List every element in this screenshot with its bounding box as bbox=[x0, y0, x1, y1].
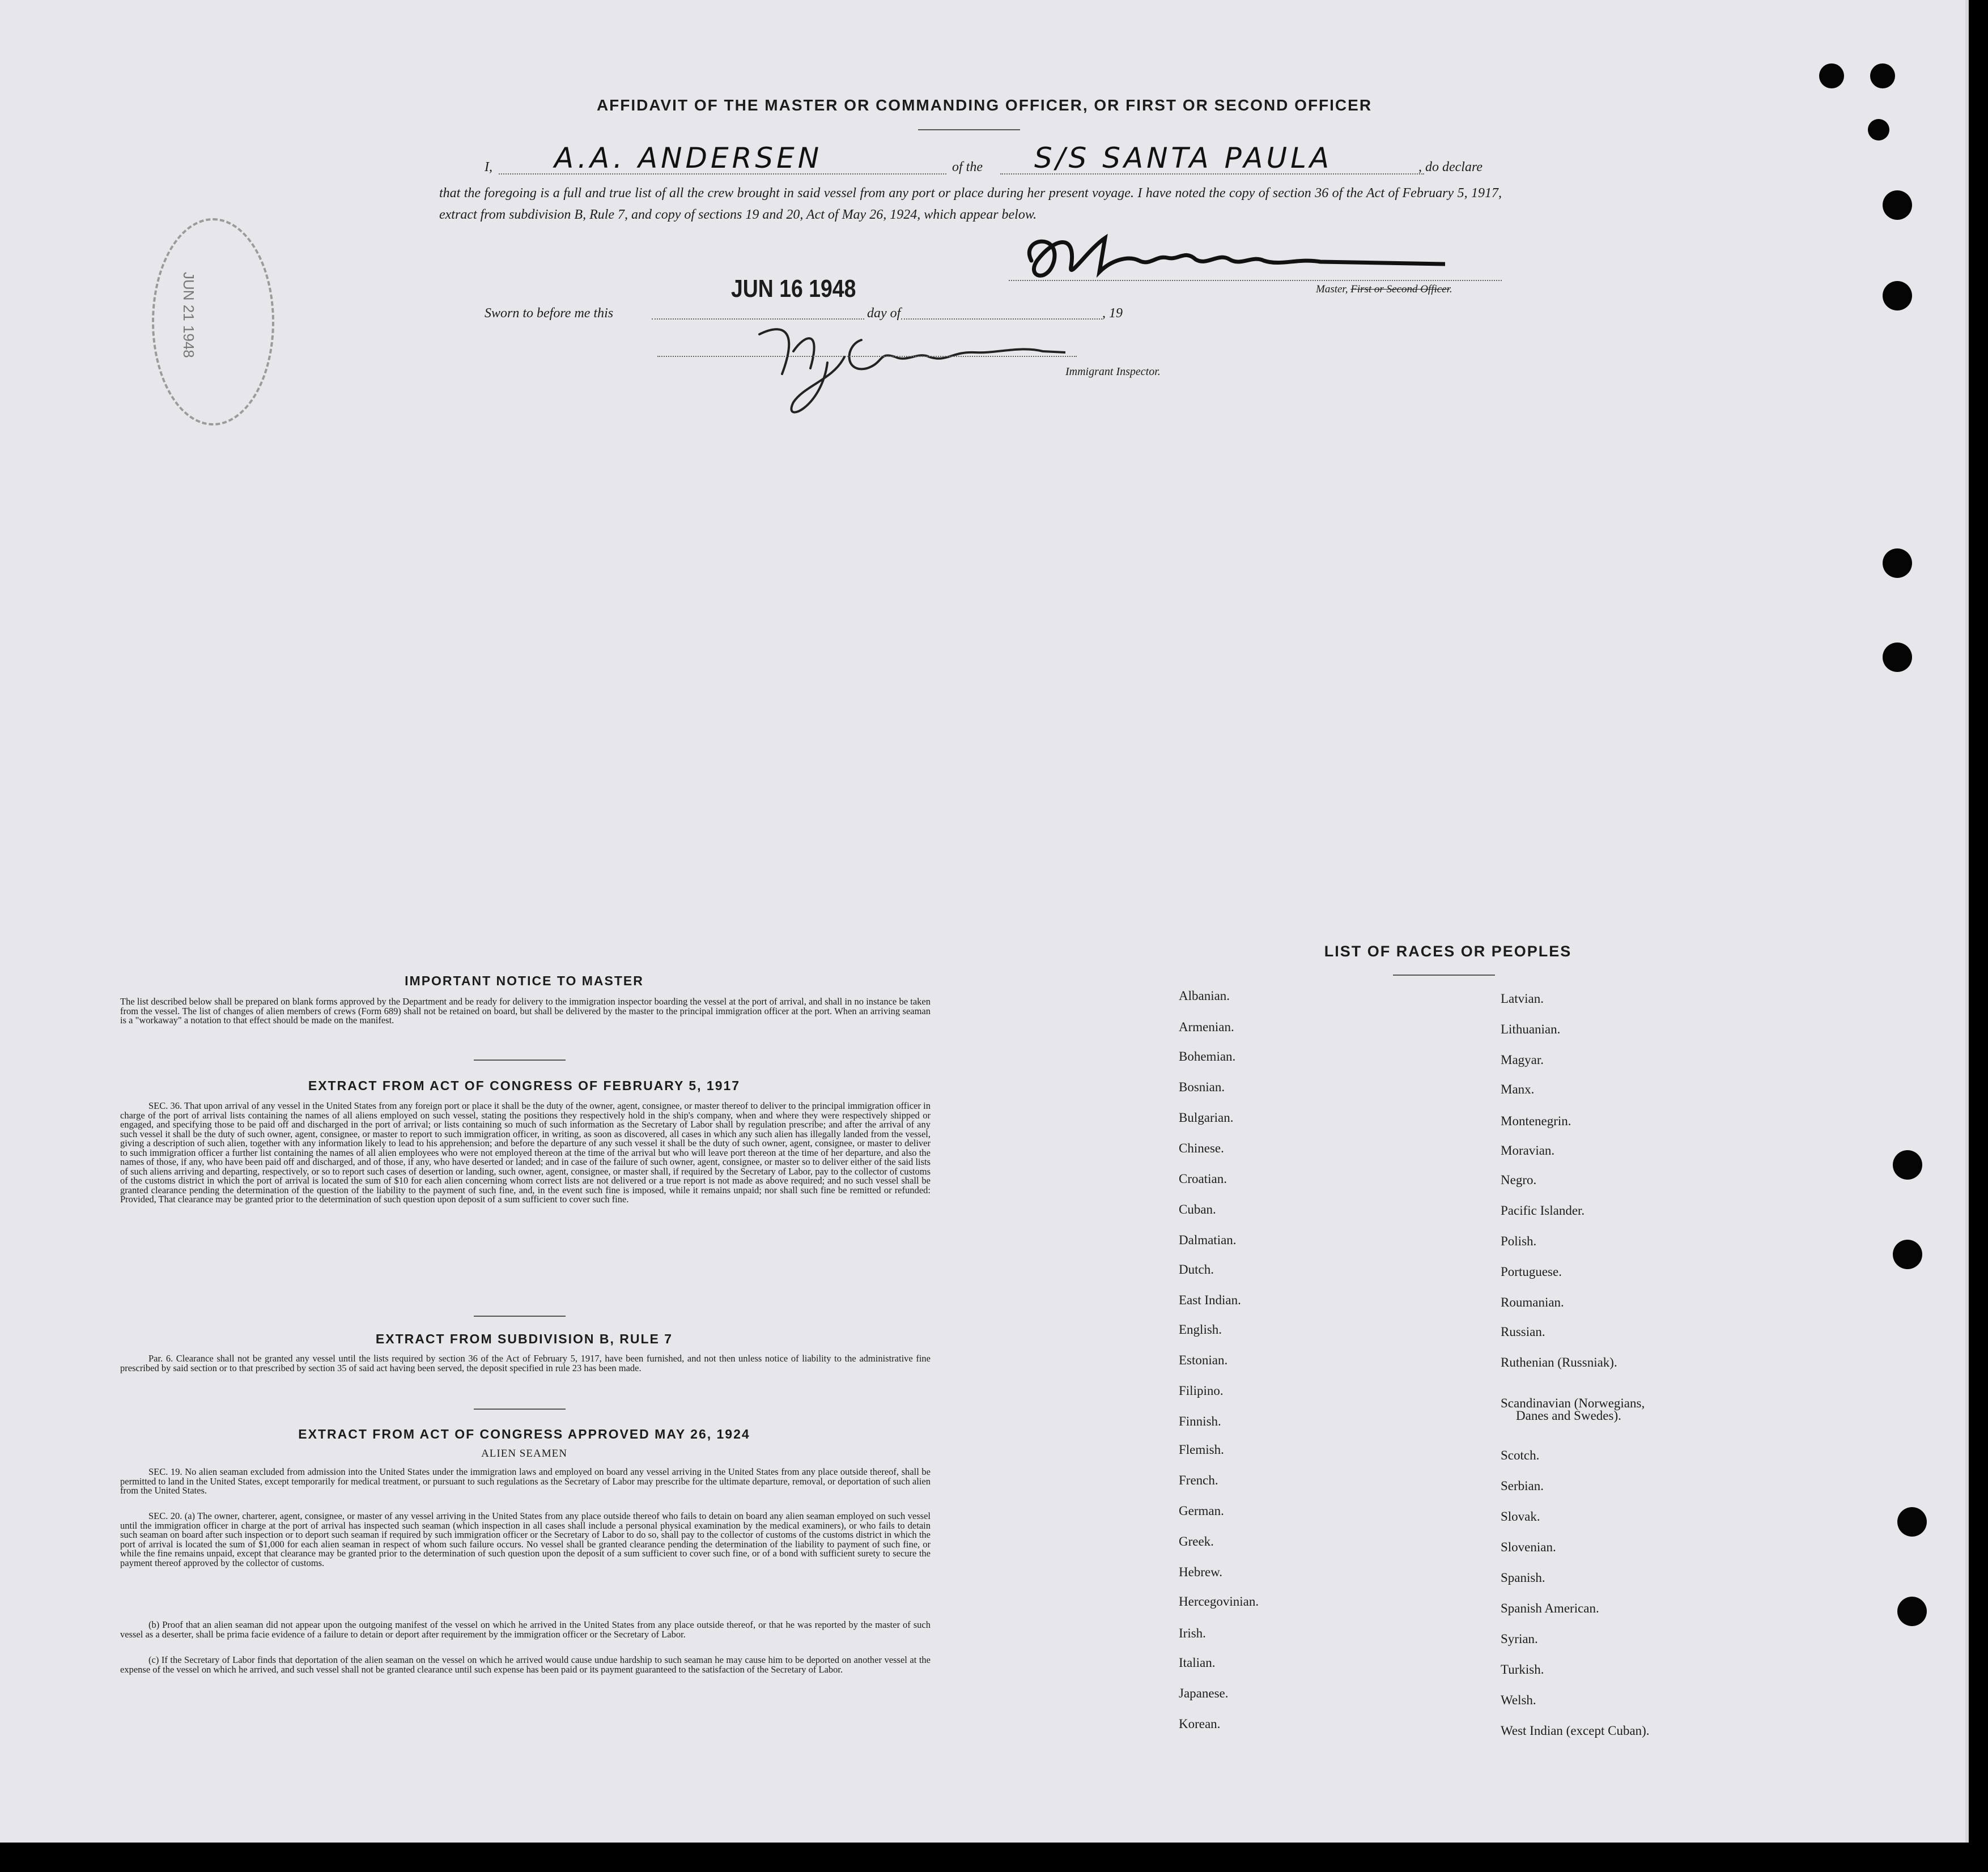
race-item: Bulgarian. bbox=[1179, 1111, 1234, 1125]
race-item: Montenegrin. bbox=[1501, 1114, 1571, 1128]
race-item: Pacific Islander. bbox=[1501, 1203, 1585, 1218]
race-item: Flemish. bbox=[1179, 1443, 1224, 1457]
struck-officer-text: First or Second Officer bbox=[1350, 283, 1450, 295]
inspector-signature bbox=[748, 317, 1065, 425]
sec20b-text: (b) Proof that an alien seaman did not appear upon the outgoing manifest of the vessel on which he arrived in the United States from any place outside thereof, or that he was reported by the master of such vessel as a deserter, shall be prima facie evidence of a failure to detain or deport after requirement by the immigration officer or the Secretary of Labor. bbox=[120, 1619, 931, 1640]
race-item: East Indian. bbox=[1179, 1293, 1241, 1307]
inspector-signature-line bbox=[657, 356, 1077, 357]
race-item: Hebrew. bbox=[1179, 1565, 1223, 1579]
race-item: Scotch. bbox=[1501, 1448, 1540, 1462]
divider bbox=[1393, 975, 1495, 976]
race-item: Dutch. bbox=[1179, 1262, 1214, 1277]
race-item: Chinese. bbox=[1179, 1141, 1224, 1155]
of-the-label: of the bbox=[952, 160, 983, 175]
notice-text: The list described below shall be prepared on blank forms approved by the Department and be ready for delivery to the immigration inspector boarding the vessel at the port of arrival, and shall in no instance be taken from the vessel. The list of changes of alien members of crews (Form 689) shall not be retained on board, but shall be delivered by the master to the principal immigration officer at the port. When an arriving seaman is a "workaway" a notation to that effect should be made on the manifest. bbox=[120, 996, 931, 1026]
races-heading: LIST OF RACES OR PEOPLES bbox=[1324, 943, 1572, 960]
binder-hole bbox=[1893, 1240, 1922, 1269]
sec20c-text: (c) If the Secretary of Labor finds that deportation of the alien seaman on the vessel on which he arrived would cause undue hardship to such seaman he may cause him to be deported on another vessel at the expense of the vessel on which he arrived, and such vessel shall not be granted clearance until such expense has been paid or its payment guaranteed to the satisfaction of the Secretary of Labor. bbox=[120, 1654, 931, 1675]
race-item: Croatian. bbox=[1179, 1172, 1227, 1186]
sworn-label: Sworn to before me this bbox=[485, 306, 614, 321]
date-stamp: JUN 16 1948 bbox=[731, 275, 856, 303]
affidavit-title: AFFIDAVIT OF THE MASTER OR COMMANDING OFFICER, OR FIRST OR SECOND OFFICER bbox=[596, 96, 1373, 114]
race-item: Bosnian. bbox=[1179, 1080, 1225, 1094]
inspector-caption: Immigrant Inspector. bbox=[1065, 365, 1161, 378]
race-item: Turkish. bbox=[1501, 1662, 1544, 1677]
race-item: Estonian. bbox=[1179, 1353, 1228, 1367]
divider bbox=[474, 1060, 566, 1061]
notice-heading: IMPORTANT NOTICE TO MASTER bbox=[405, 973, 644, 988]
race-item: Filipino. bbox=[1179, 1384, 1224, 1398]
binder-hole bbox=[1883, 281, 1912, 310]
race-item: Portuguese. bbox=[1501, 1265, 1562, 1279]
race-item: Irish. bbox=[1179, 1626, 1206, 1640]
race-item: Negro. bbox=[1501, 1173, 1537, 1187]
race-item: Slovenian. bbox=[1501, 1540, 1556, 1554]
race-item: Danes and Swedes). bbox=[1516, 1409, 1621, 1423]
race-item: German. bbox=[1179, 1504, 1224, 1518]
extract-1917-text: SEC. 36. That upon arrival of any vessel in the United States from any foreign port or place it shall be the duty of the owner, agent, consignee, or master thereof to deliver to the principal immigration officer in charge of the port of arrival lists containing the names of all aliens employed on such vessel, stating the positions they respectively hold in the ship's company, when and where they were respectively shipped or engaged, and specifying those to be paid off and discharged in the port of arrival; or lists containing so much of such information as the Secretary of Labor shall by regulation prescribe; and after the arrival of any such vessel it shall be the duty of such owner, agent, consignee, or master to report to such immigration officer, in writing, as soon as discovered, all cases in which any such alien has illegally landed from the vessel, giving a description of such alien, together with any information likely to lead to his apprehension; and before the departure of any such vessel it shall be the duty of such owner, agent, consignee, or master to deliver to such immigration officer a further list containing the names of all alien employees who were not employed thereon at the time of the arrival but who will leave port thereon at the time of her departure, and also the names of those, if any, who have been paid off and discharged, and of those, if any, who have deserted or landed; and in case of the failure of such owner, agent, consignee, or master so to deliver either of the said lists of such aliens arriving and departing, respectively, or so to report such cases of desertion or landing, such owner, agent, consignee, or master shall, if required by the Secretary of Labor, pay to the collector of customs of the customs district in which the port of arrival is located the sum of $10 for each alien concerning whom correct lists are not delivered or a true report is not made as above required; and no such vessel shall be granted clearance pending the determination of the question of the liability to the payment of such fine, and, in the event such fine is imposed, while it remains unpaid; nor shall such fine be remitted or refunded: Provided, That clearance may be granted prior to the determination of such question upon deposit of a sum sufficient to cover such fine. bbox=[120, 1100, 931, 1205]
binder-hole bbox=[1897, 1507, 1927, 1537]
divider bbox=[918, 129, 1020, 130]
affidavit-body: that the foregoing is a full and true list of all the crew brought in said vessel from any port or place during her present voyage. I have noted the copy of section 36 of the Act of February 5, 1917, extract from subdivision B, Rule 7, and copy of sections 19 and 20, Act of May 26, 1924, which appear below. bbox=[439, 186, 1502, 222]
race-item: Roumanian. bbox=[1501, 1295, 1564, 1309]
race-item: Ruthenian (Russniak). bbox=[1501, 1355, 1617, 1369]
binder-hole bbox=[1883, 643, 1912, 672]
binder-hole bbox=[1870, 63, 1895, 88]
race-item: Dalmatian. bbox=[1179, 1233, 1237, 1247]
master-name: A.A. ANDERSEN bbox=[554, 142, 823, 175]
race-item: Korean. bbox=[1179, 1717, 1221, 1731]
extract-1924-heading: EXTRACT FROM ACT OF CONGRESS APPROVED MAY 26, 1924 bbox=[298, 1427, 750, 1441]
race-item: Spanish. bbox=[1501, 1571, 1545, 1585]
race-item: Finnish. bbox=[1179, 1414, 1221, 1428]
race-item: Greek. bbox=[1179, 1534, 1214, 1548]
binder-hole bbox=[1897, 1597, 1927, 1626]
alien-seamen-subheading: ALIEN SEAMEN bbox=[481, 1448, 567, 1460]
day-of-label: day of bbox=[867, 306, 901, 321]
rule7-heading: EXTRACT FROM SUBDIVISION B, RULE 7 bbox=[375, 1331, 673, 1346]
do-declare-label: , do declare bbox=[1418, 160, 1483, 175]
race-item: Latvian. bbox=[1501, 992, 1544, 1006]
divider bbox=[474, 1316, 566, 1317]
race-item: Lithuanian. bbox=[1501, 1022, 1561, 1036]
race-item: Syrian. bbox=[1501, 1632, 1538, 1646]
sec19-text: SEC. 19. No alien seaman excluded from admission into the United States under the immigration laws and employed on board any vessel arriving in the United States from any place outside thereof, shall be permitted to land in the United States, except temporarily for medical treatment, or pursuant to such regulations as the Secretary of Labor may prescribe for the ultimate departure, removal, or deportation of such alien from the United States. bbox=[120, 1466, 931, 1496]
master-signature-line bbox=[1009, 280, 1502, 281]
race-item: Scandinavian (Norwegians, bbox=[1501, 1396, 1645, 1410]
race-item: French. bbox=[1179, 1473, 1218, 1487]
race-item: Japanese. bbox=[1179, 1686, 1229, 1700]
race-item: Slovak. bbox=[1501, 1509, 1540, 1524]
race-item: Manx. bbox=[1501, 1082, 1535, 1096]
race-item: Welsh. bbox=[1501, 1693, 1536, 1707]
race-item: Spanish American. bbox=[1501, 1601, 1599, 1615]
binder-hole bbox=[1819, 63, 1844, 88]
race-item: Polish. bbox=[1501, 1234, 1537, 1248]
race-item: Italian. bbox=[1179, 1656, 1216, 1670]
sec20a-text: SEC. 20. (a) The owner, charterer, agent, consignee, or master of any vessel arriving in the United States from any place outside thereof who fails to detain on board any alien seaman employed on such vessel until the immigration officer in charge at the port of arrival has inspected such seaman (which inspection in all cases shall include a personal physical examination by the medical examiners), or who fails to detain such seaman on board after such inspection or to deport such seaman if required by such immigration officer or the Secretary of Labor to do so, shall pay to the collector of customs of the customs district in which the port of arrival is located the sum of $1,000 for each alien seaman in respect of whom such failure occurs. No vessel shall be granted clearance pending the determination of the liability to payment of such fine, or while the fine remains unpaid, except that clearance may be granted prior to the determination of such question upon the deposit of a sum sufficient to cover such fine, or of a bond with sufficient surety to secure the payment thereof approved by the collector of customs. bbox=[120, 1511, 931, 1568]
vessel-name: S/S SANTA PAULA bbox=[1034, 142, 1333, 175]
race-item: Hercegovinian. bbox=[1179, 1594, 1259, 1609]
extract-1917-heading: EXTRACT FROM ACT OF CONGRESS OF FEBRUARY 5, 1917 bbox=[308, 1078, 741, 1093]
master-caption-end: . bbox=[1449, 283, 1452, 295]
binder-hole bbox=[1868, 119, 1889, 141]
binder-hole bbox=[1893, 1150, 1922, 1180]
race-item: Albanian. bbox=[1179, 989, 1230, 1003]
stamp-date: JUN 21 1948 bbox=[180, 272, 197, 358]
master-caption bbox=[1316, 283, 1452, 296]
race-item: English. bbox=[1179, 1322, 1222, 1337]
year-label: , 19 bbox=[1102, 306, 1123, 321]
race-item: Magyar. bbox=[1501, 1053, 1544, 1067]
binder-hole bbox=[1883, 190, 1912, 220]
race-item: West Indian (except Cuban). bbox=[1501, 1724, 1650, 1738]
receiving-stamp bbox=[152, 218, 274, 426]
race-item: Moravian. bbox=[1501, 1143, 1555, 1158]
race-item: Bohemian. bbox=[1179, 1049, 1236, 1063]
binder-hole bbox=[1883, 548, 1912, 578]
race-item: Armenian. bbox=[1179, 1020, 1234, 1034]
divider bbox=[474, 1409, 566, 1410]
rule7-text: Par. 6. Clearance shall not be granted any vessel until the lists required by section 36 of the Act of February 5, 1917, have been furnished, and not then unless notice of liability to the administrative fine prescribed by said section or to that prescribed by section 35 of said act having been served, the deposit specified in rule 23 has been made. bbox=[120, 1353, 931, 1373]
race-item: Cuban. bbox=[1179, 1202, 1216, 1216]
race-item: Russian. bbox=[1501, 1325, 1545, 1339]
master-caption-text: Master, bbox=[1316, 283, 1351, 295]
affidavit-i: I, bbox=[485, 160, 492, 175]
race-item: Serbian. bbox=[1501, 1479, 1544, 1493]
